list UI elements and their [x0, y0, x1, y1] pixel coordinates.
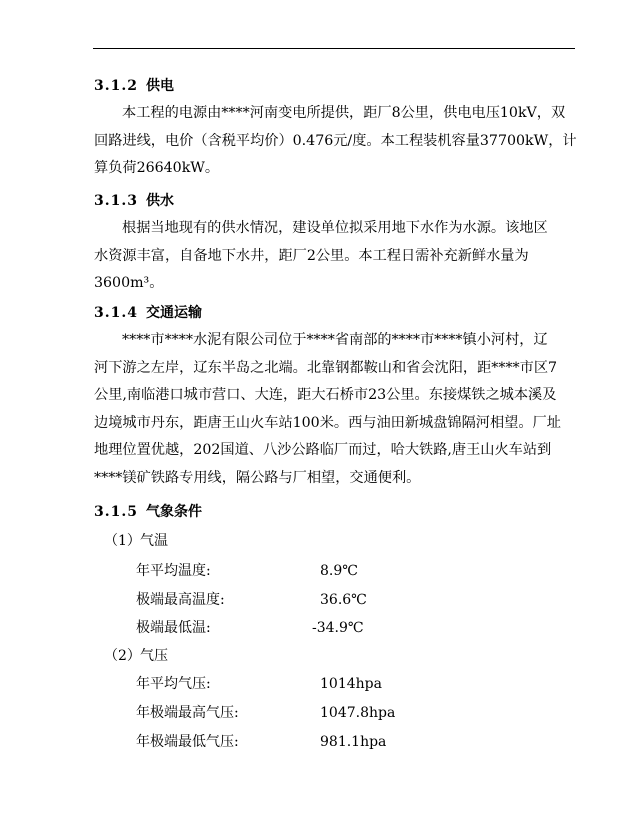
section-number: 3.1.4 [94, 305, 138, 321]
section-number: 3.1.3 [94, 193, 138, 209]
text-line: ****市****水泥有限公司位于****省南部的****市****镇小河村，辽 [122, 332, 548, 348]
text-line: 河下游之左岸，辽东半岛之北端。北靠钢都鞍山和省会沈阳，距****市区7 [94, 359, 558, 376]
row-value: 1047.8hpa [320, 705, 396, 721]
paragraph-water [94, 215, 576, 298]
data-row [136, 673, 382, 693]
text-line: 算负荷26640kW。 [94, 160, 220, 177]
text-line: 本工程的电源由****河南变电所提供，距厂8公里，供电电压10kV，双 [122, 105, 566, 121]
row-label: 年极端最高气压: [136, 705, 239, 721]
data-row [136, 560, 358, 580]
data-row [136, 617, 364, 637]
row-label: 年平均温度: [136, 563, 211, 579]
paragraph-power [94, 100, 576, 183]
text-line: 3600m³。 [94, 275, 164, 292]
text-line: 公里,南临港口城市营口、大连，距大石桥市23公里。东接煤铁之城本溪及 [94, 387, 557, 404]
data-row [136, 589, 367, 609]
row-label: 年平均气压: [136, 676, 211, 692]
row-value: 981.1hpa [320, 734, 387, 750]
row-value: 1014hpa [320, 676, 382, 692]
text-line: 边境城市丹东，距唐王山火车站100米。西与油田新城盘锦隔河相望。厂址 [94, 414, 561, 431]
section-number: 3.1.5 [94, 504, 138, 520]
text-line: ****镁矿铁路专用线，隔公路与厂相望，交通便利。 [94, 469, 421, 486]
section-heading-water [94, 190, 174, 210]
text-line: 地理位置优越，202国道、八沙公路临厂而过，哈大铁路,唐王山火车站到 [94, 442, 552, 459]
text-line: 水资源丰富，自备地下水井，距厂2公里。本工程日需补充新鲜水量为 [94, 247, 529, 264]
section-title: 供电 [146, 78, 174, 94]
data-row [136, 702, 395, 722]
section-number: 3.1.2 [94, 78, 138, 94]
data-row [136, 731, 386, 751]
header-rule [93, 48, 575, 49]
row-value: 36.6℃ [320, 592, 367, 608]
subsection-index: （2） [104, 648, 141, 664]
text-line: 根据当地现有的供水情况，建设单位拟采用地下水作为水源。该地区 [122, 220, 548, 236]
row-label: 年极端最低气压: [136, 734, 239, 750]
section-heading-transport [94, 302, 202, 322]
section-title: 交通运输 [146, 305, 202, 321]
section-heading-climate [94, 501, 202, 521]
section-heading-power [94, 75, 174, 95]
row-value: 8.9℃ [320, 563, 358, 579]
subsection-index: （1） [104, 533, 141, 549]
subsection-title: 气压 [140, 648, 168, 664]
subsection-temperature [104, 530, 168, 550]
text-line: 回路进线，电价（含税平均价）0.476元/度。本工程装机容量37700kW，计 [94, 132, 577, 149]
subsection-pressure [104, 645, 168, 665]
row-value: -34.9℃ [312, 620, 364, 636]
row-label: 极端最低温: [136, 620, 211, 636]
section-title: 气象条件 [146, 504, 202, 520]
paragraph-transport [94, 327, 576, 493]
row-label: 极端最高温度: [136, 592, 225, 608]
subsection-title: 气温 [140, 533, 168, 549]
section-title: 供水 [146, 193, 174, 209]
